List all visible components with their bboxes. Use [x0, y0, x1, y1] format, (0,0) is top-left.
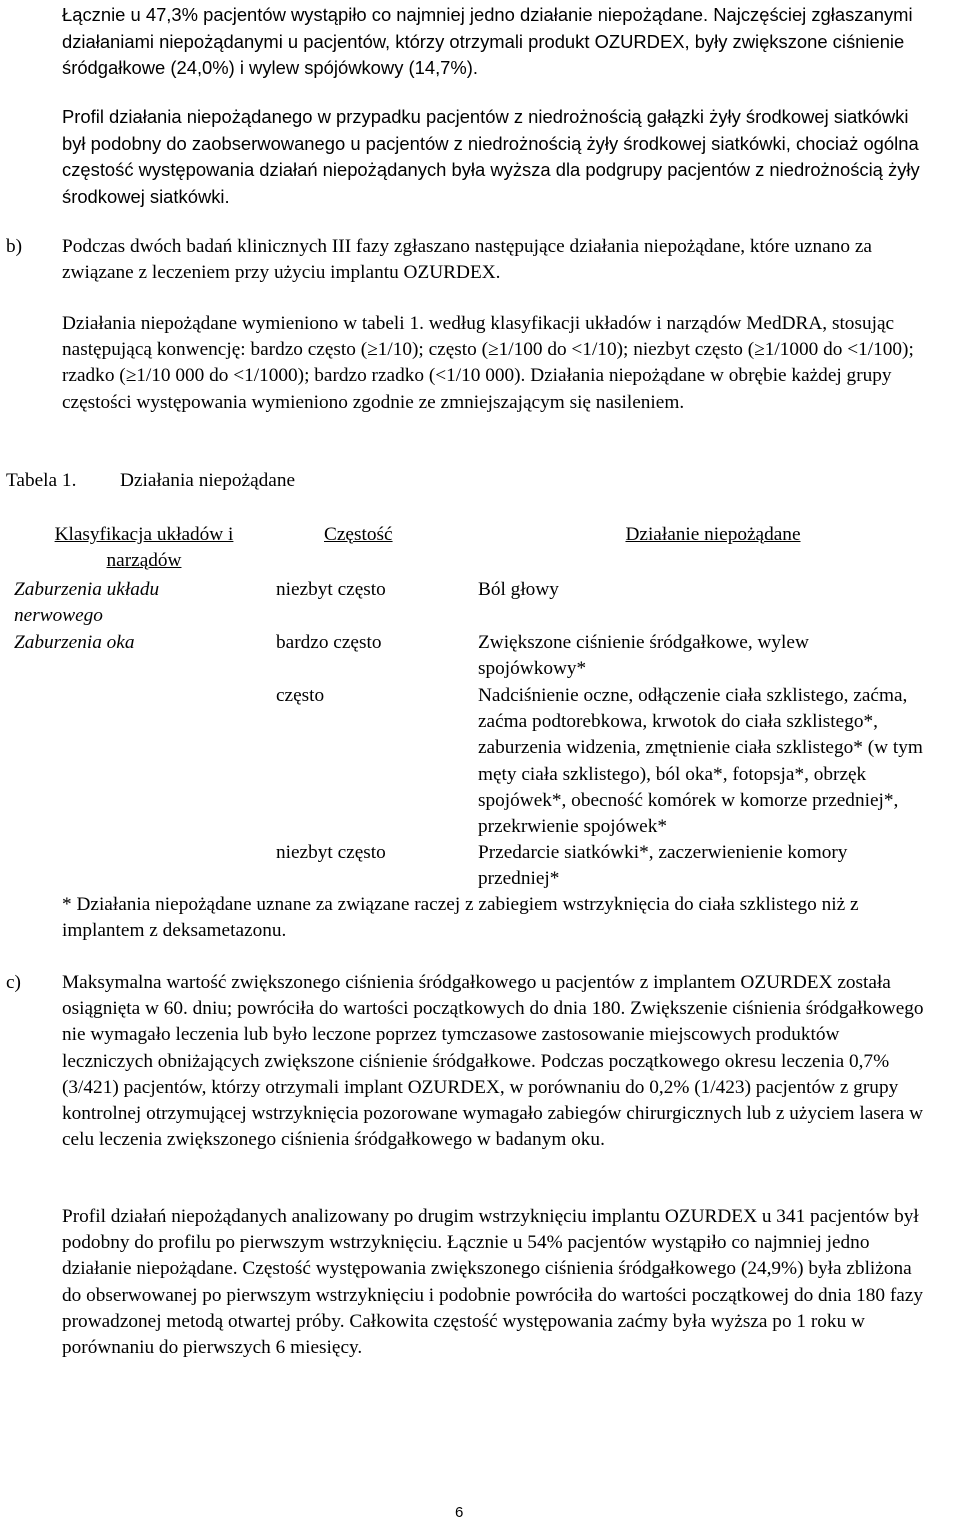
page-number: 6 — [455, 1504, 464, 1521]
header-adverse-reaction: Działanie niepożądane — [625, 524, 801, 545]
table-footnote — [62, 892, 862, 944]
intro-text-2: Profil działania niepożądanego w przypadku pacjentów z niedrożnością gałązki żyły środkowej siatkówki był podobny do zaobserwowanego u pacjentów z niedrożnością żyły środkowej siatkówki, chociaż ogólna częstość występowania działań niepożądanych była wyższa dla podgrupy pacjentów z niedrożnością żyły środkowej siatkówki. — [62, 106, 920, 207]
row3-frequency: często — [276, 685, 325, 706]
header-frequency: Częstość — [324, 524, 393, 545]
section-b-marker: b) — [6, 236, 23, 257]
section-c-marker: c) — [6, 972, 21, 993]
row1-soc: Zaburzenia układu nerwowego — [14, 579, 160, 627]
row2-soc: Zaburzenia oka — [14, 632, 135, 653]
row1-frequency: niezbyt często — [276, 579, 386, 600]
intro-paragraph-2 — [62, 104, 922, 210]
section-c-text-1: Maksymalna wartość zwiększonego ciśnienia śródgałkowego u pacjentów z implantem OZURDEX została osiągnięta w 60. dniu; powróciła do wartości początkowych do dnia 180. Zwiększenie ciśnienia śródgałkowego nie wymagało leczenia lub było leczone poprzez tymczasowe zastosowanie miejscowych produktów leczniczych obniżających zwiększone ciśnienie śródgałkowe. Podczas początkowego okresu leczenia 0,7% (3/421) pacjentów, którzy otrzymali implant OZURDEX, w porównaniu do 0,2% (1/423) pacjentów z grupy kontrolnej otrzymującej wstrzyknięcia pozorowane wymagało zabiegów chirurgicznych lub z użyciem lasera w celu leczenia zwiększonego ciśnienia śródgałkowego w badanym oku. — [62, 972, 924, 1151]
row3-reaction: Nadciśnienie oczne, odłączenie ciała szklistego, zaćma, zaćma podtorebkowa, krwotok do ciała szklistego*, zaburzenia widzenia, zmętnienie ciała szklistego* (w tym męty ciała szklistego), ból oka*, fotopsja*, obrzęk spojówek*, obecność komórek w komorze przedniej*, przekrwienie spojówek* — [478, 685, 923, 838]
table-label: Tabela 1. — [6, 470, 77, 491]
row2-frequency: bardzo często — [276, 632, 382, 653]
section-c-paragraph-2 — [62, 1204, 930, 1361]
section-c-paragraph-1 — [62, 970, 924, 1153]
row4-reaction: Przedarcie siatkówki*, zaczerwienienie komory przedniej* — [478, 842, 848, 890]
header-system-organ-class: Klasyfikacja układów i narządów — [54, 524, 234, 572]
intro-text-1: Łącznie u 47,3% pacjentów wystąpiło co najmniej jedno działanie niepożądane. Najczęściej zgłaszanymi działaniami niepożądanymi u pacjentów, którzy otrzymali produkt OZURDEX, były zwiększone ciśnienie śródgałkowe (24,0%) i wylew spójówkowy (14,7%). — [62, 4, 913, 78]
row4-frequency: niezbyt często — [276, 842, 386, 863]
section-b-paragraph-1 — [62, 234, 924, 286]
section-b-paragraph-2 — [62, 311, 924, 416]
table-footnote-text: * Działania niepożądane uznane za związane raczej z zabiegiem wstrzyknięcia do ciała szklistego niż z implantem z deksametazonu. — [62, 894, 859, 942]
table-title: Działania niepożądane — [120, 470, 296, 491]
intro-paragraph-1 — [62, 2, 922, 82]
section-c-text-2: Profil działań niepożądanych analizowany po drugim wstrzyknięciu implantu OZURDEX u 341 pacjentów był podobny do profilu po pierwszym wstrzyknięciu. Łącznie u 54% pacjentów wystąpiło co najmniej jedno działanie niepożądane. Częstość występowania zwiększonego ciśnienia śródgałkowego (24,9%) była zbliżona do obserwowanej po pierwszym wstrzyknięciu i podobnie powróciła do wartości początkowej do dnia 180 fazy prowadzonej metodą otwartej próby. Całkowita częstość występowania zaćmy była wyższa po 1 roku w porównaniu do pierwszych 6 miesięcy. — [62, 1206, 923, 1359]
section-b-text-2: Działania niepożądane wymieniono w tabeli 1. według klasyfikacji układów i narządów MedDRA, stosując następującą konwencję: bardzo często (≥1/10); często (≥1/100 do <1/10); niezbyt często (≥1/1000 do <1/100); rzadko (≥1/10 000 do <1/1000); bardzo rzadko (<1/10 000). Działania niepożądane w obrębie każdej grupy częstości występowania wymieniono zgodnie ze zmniejszającym się nasileniem. — [62, 313, 914, 413]
section-b-text-1: Podczas dwóch badań klinicznych III fazy zgłaszano następujące działania niepożądane, które uznano za związane z leczeniem przy użyciu implantu OZURDEX. — [62, 236, 872, 284]
row1-reaction: Ból głowy — [478, 579, 559, 600]
row2-reaction: Zwiększone ciśnienie śródgałkowe, wylew spojówkowy* — [478, 632, 809, 680]
